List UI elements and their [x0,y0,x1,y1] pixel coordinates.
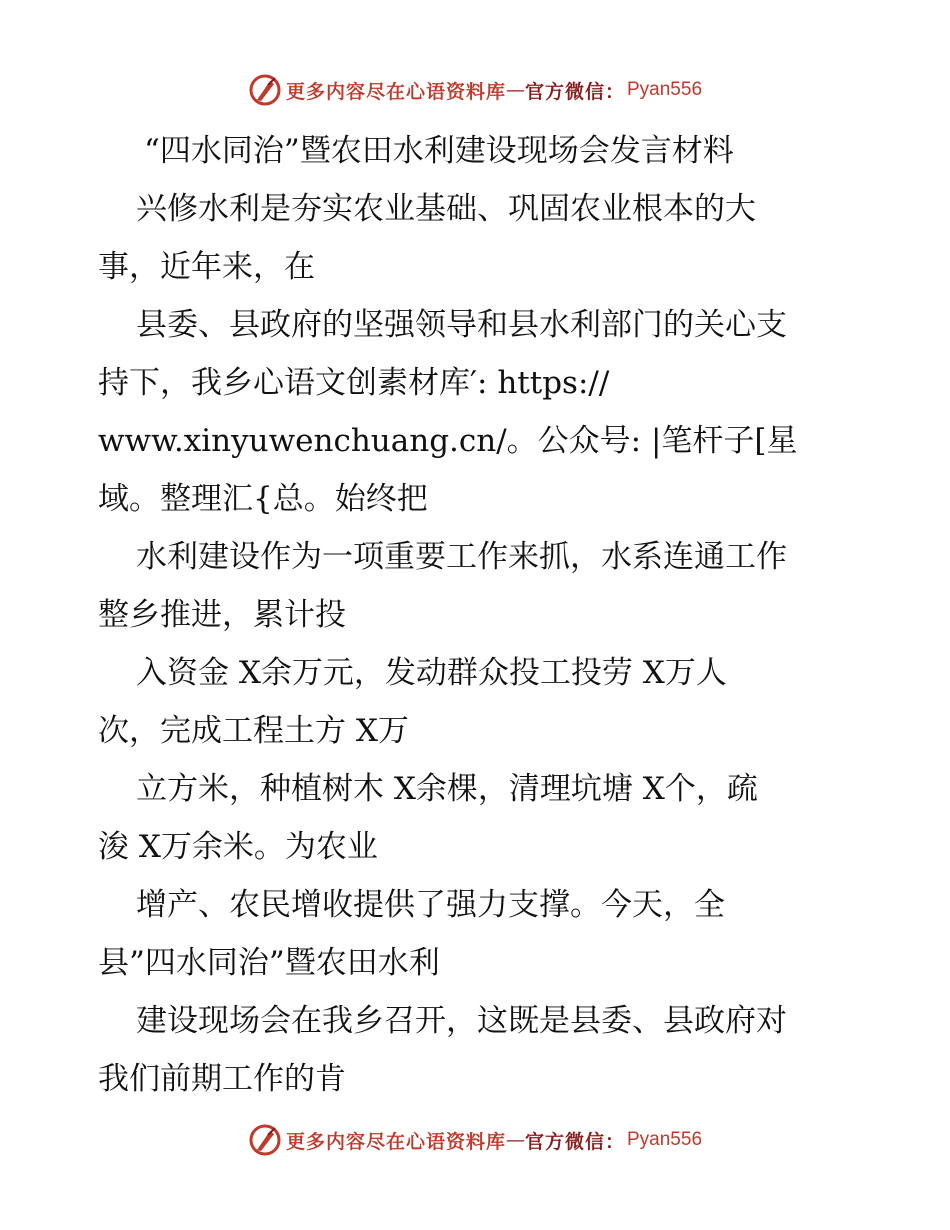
text-line: www.xinyuwenchuang.cn/。公众号: |笔杆子[星 [98,423,798,459]
text-line: 增产、农民增收提供了强力支撑。今天，全 [136,887,725,923]
text-line: 我们前期工作的肯 [98,1061,346,1097]
footer-banner-separator: — [505,1129,525,1151]
text-line: 事，近年来，在 [98,249,315,285]
text-line: 域。整理汇{总。始终把 [98,481,428,517]
text-line: 兴修水利是夯实农业基础、巩固农业根本的大 [136,191,756,227]
footer-banner-text: 更多内容尽在心语资料库 [285,1130,506,1153]
text-line: 入资金 X余万元，发动群众投工投劳 X万人 [136,655,727,691]
header-banner-separator: — [505,79,525,101]
quill-logo-icon [248,73,282,107]
footer-banner [0,1120,950,1160]
text-line: 次，完成工程土方 X万 [98,713,409,749]
text-line: 县委、县政府的坚强领导和县水利部门的关心支 [136,307,787,343]
text-line: 浚 X万余米。为农业 [98,829,378,865]
footer-banner-label: 官方微信： [524,1130,625,1153]
text-line: 整乡推进，累计投 [98,597,346,633]
text-line: 持下，我乡心语文创素材库′: https:// [98,365,610,401]
text-line: 水利建设作为一项重要工作来抓，水系连通工作 [136,539,787,575]
text-line: 建设现场会在我乡召开，这既是县委、县政府对 [136,1003,787,1039]
header-banner-text: 更多内容尽在心语资料库 [285,80,506,103]
header-banner-id: Pyan556 [627,79,703,100]
header-banner-label: 官方微信： [524,80,625,103]
header-banner [0,70,950,110]
document-title: “四水同治”暨农田水利建设现场会发言材料 [144,133,734,169]
text-line: 立方米，种植树木 X余棵，清理坑塘 X个，疏 [136,771,758,807]
quill-logo-icon [248,1123,282,1157]
text-line: 县”四水同治”暨农田水利 [98,945,440,981]
document-body [98,122,858,1108]
footer-banner-id: Pyan556 [627,1129,703,1150]
